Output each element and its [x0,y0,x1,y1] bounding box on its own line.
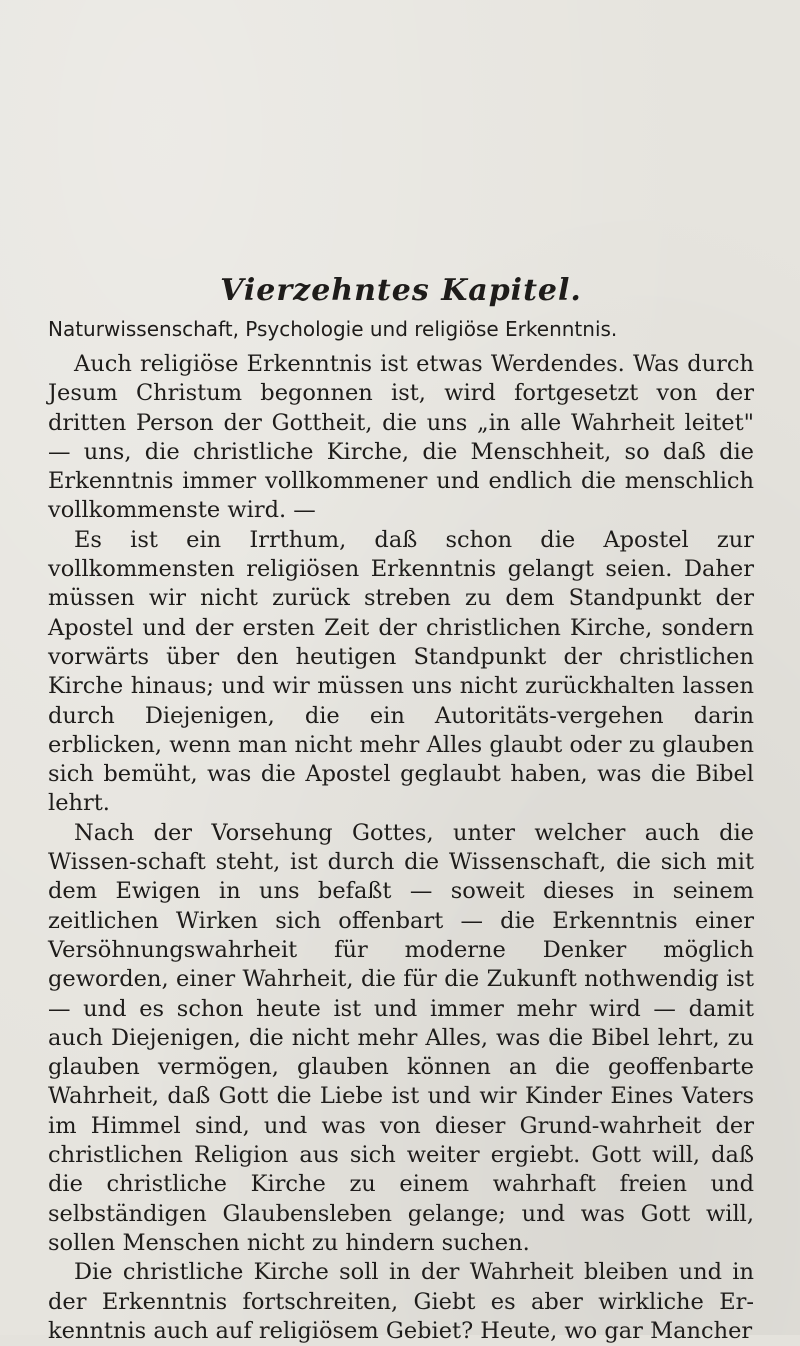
chapter-subheading: Naturwissenschaft, Psychologie und religiöse Erkenntnis. [48,317,618,341]
paragraph-3: Nach der Vorsehung Gottes, unter welcher auch die Wissen-schaft steht, ist durch die Wissenschaft, die sich mit dem Ewigen in uns befaßt — soweit dieses in seinem zeitlichen Wirken sich offenbart — die Erkenntnis einer Versöhnungswahrheit für moderne Denker möglich geworden, einer Wahrheit, die für die Zukunft nothwendig ist — und es schon heute ist und immer mehr wird — damit auch Diejenigen, die nicht mehr Alles, was die Bibel lehrt, zu glauben vermögen, glauben können an die geoffenbarte Wahrheit, daß Gott die Liebe ist und wir Kinder Eines Vaters im Himmel sind, und was von dieser Grund-wahrheit der christlichen Religion aus sich weiter ergiebt. Gott will, daß die christliche Kirche zu einem wahrhaft freien und selbständigen Glaubensleben gelange; und was Gott will, sollen Menschen nicht zu hindern suchen. [48,819,754,1256]
paragraph-1: Auch religiöse Erkenntnis ist etwas Werdendes. Was durch Jesum Christum begonnen ist, wird fortgesetzt von der dritten Person der Gottheit, die uns „in alle Wahrheit leitet" — uns, die christliche Kirche, die Menschheit, so daß die Erkenntnis immer vollkommener und endlich die menschlich vollkommenste wird. — [48,351,754,524]
chapter-heading: Vierzehntes Kapitel. [220,273,582,308]
paragraph-2: Es ist ein Irrthum, daß schon die Apostel zur vollkommensten religiösen Erkenntnis gelangt seien. Daher müssen wir nicht zurück streben zu dem Standpunkt der Apostel und der ersten Zeit der christlichen Kirche, sondern vorwärts über den heutigen Standpunkt der christlichen Kirche hinaus; und wir müssen uns nicht zurückhalten lassen durch Diejenigen, die ein Autoritäts-vergehen darin erblicken, wenn man nicht mehr Alles glaubt oder zu glauben sich bemüht, was die Apostel geglaubt haben, was die Bibel lehrt. [48,526,754,817]
text-block [48,272,754,1346]
paragraph-4: Die christliche Kirche soll in der Wahrheit bleiben und in der Erkenntnis fortschreiten, Giebt es aber wirkliche Er-kenntnis auch auf religiösem Gebiet? Heute, wo gar Mancher [48,1259,754,1344]
